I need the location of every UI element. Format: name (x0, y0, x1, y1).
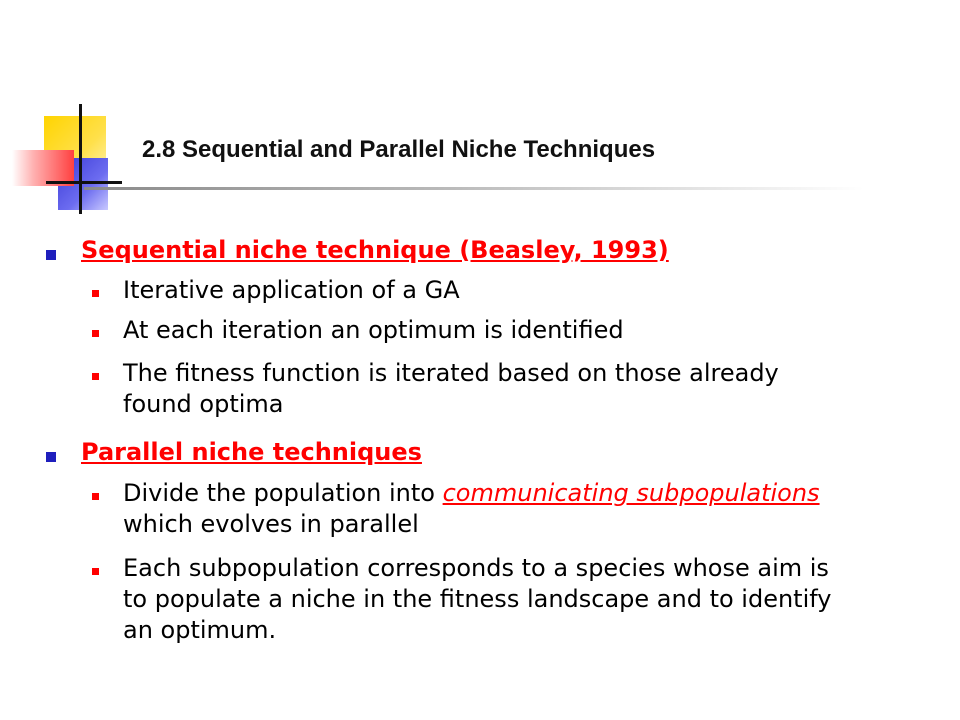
bullet-icon (92, 493, 99, 500)
list-item-text: The fitness function is iterated based on those already (123, 359, 779, 387)
list-item-text-continued: to populate a niche in the fitness landscape and to identify (123, 585, 832, 613)
list-item-text-continued: which evolves in parallel (123, 510, 419, 538)
list-item-text: At each iteration an optimum is identified (123, 316, 624, 344)
title-underline-rule (84, 187, 864, 190)
slide-title: 2.8 Sequential and Parallel Niche Techniques (142, 136, 656, 163)
list-item-text-continued: an optimum. (123, 616, 277, 644)
section-heading-text: Sequential niche technique (Beasley, 1993) (81, 236, 669, 264)
bullet-icon (92, 330, 99, 337)
list-item-lead: Divide the population into (123, 479, 443, 507)
bullet-square-icon (46, 250, 56, 260)
list-item-text: Each subpopulation corresponds to a species whose aim is (123, 554, 829, 582)
deco-vertical-line (79, 104, 82, 214)
list-item-text: Iterative application of a GA (123, 276, 460, 304)
deco-horizontal-line (46, 181, 122, 184)
highlighted-term: communicating subpopulations (442, 479, 820, 507)
list-item-text (123, 478, 820, 508)
list-item-text-continued: found optima (123, 390, 284, 418)
bullet-square-icon (46, 452, 56, 462)
bullet-icon (92, 290, 99, 297)
bullet-icon (92, 373, 99, 380)
section-heading-text: Parallel niche techniques (81, 438, 422, 466)
bullet-icon (92, 568, 99, 575)
